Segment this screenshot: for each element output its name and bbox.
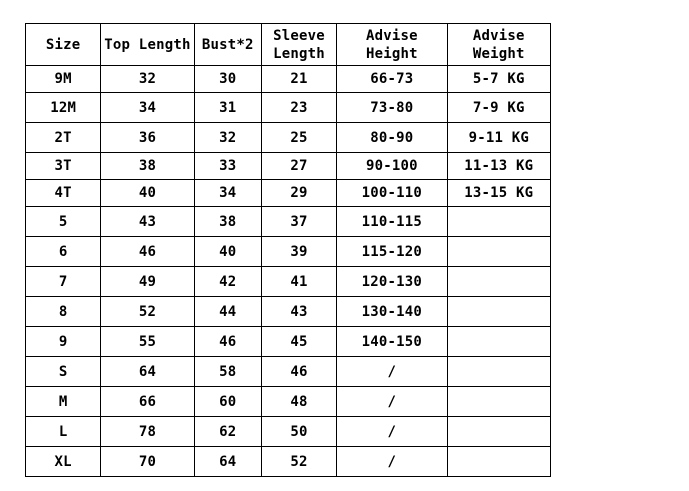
cell-top-length: 46 bbox=[101, 237, 194, 267]
cell-bust: 42 bbox=[194, 267, 261, 297]
cell-size: XL bbox=[26, 447, 101, 477]
header-weight-line2: Weight bbox=[472, 45, 525, 62]
cell-bust: 46 bbox=[194, 327, 261, 357]
cell-sleeve: 29 bbox=[261, 180, 336, 207]
header-sleeve-length bbox=[261, 24, 336, 66]
cell-height: 110-115 bbox=[337, 207, 447, 237]
cell-size: 3T bbox=[26, 153, 101, 180]
cell-size: 9 bbox=[26, 327, 101, 357]
table-row bbox=[26, 207, 551, 237]
cell-sleeve: 45 bbox=[261, 327, 336, 357]
cell-sleeve: 41 bbox=[261, 267, 336, 297]
cell-weight bbox=[447, 207, 550, 237]
cell-weight: 7-9 KG bbox=[447, 93, 550, 123]
cell-height: 120-130 bbox=[337, 267, 447, 297]
cell-height: / bbox=[337, 417, 447, 447]
cell-top-length: 38 bbox=[101, 153, 194, 180]
table-row bbox=[26, 66, 551, 93]
cell-top-length: 36 bbox=[101, 123, 194, 153]
cell-height: 80-90 bbox=[337, 123, 447, 153]
cell-height: 73-80 bbox=[337, 93, 447, 123]
cell-bust: 38 bbox=[194, 207, 261, 237]
cell-height: / bbox=[337, 357, 447, 387]
cell-sleeve: 52 bbox=[261, 447, 336, 477]
header-bust: Bust*2 bbox=[194, 24, 261, 66]
cell-weight bbox=[447, 327, 550, 357]
cell-weight bbox=[447, 387, 550, 417]
cell-size: 4T bbox=[26, 180, 101, 207]
cell-bust: 58 bbox=[194, 357, 261, 387]
cell-top-length: 70 bbox=[101, 447, 194, 477]
cell-bust: 44 bbox=[194, 297, 261, 327]
table-row bbox=[26, 387, 551, 417]
cell-size: 5 bbox=[26, 207, 101, 237]
cell-size: 6 bbox=[26, 237, 101, 267]
cell-height: / bbox=[337, 447, 447, 477]
cell-bust: 60 bbox=[194, 387, 261, 417]
cell-bust: 32 bbox=[194, 123, 261, 153]
cell-top-length: 43 bbox=[101, 207, 194, 237]
header-advise-height bbox=[337, 24, 447, 66]
cell-bust: 34 bbox=[194, 180, 261, 207]
header-row bbox=[26, 24, 551, 66]
header-height-line1: Advise bbox=[365, 27, 418, 44]
cell-top-length: 40 bbox=[101, 180, 194, 207]
table-row bbox=[26, 447, 551, 477]
header-sleeve-line2: Length bbox=[273, 45, 325, 62]
header-advise-weight bbox=[447, 24, 550, 66]
table-row bbox=[26, 237, 551, 267]
cell-sleeve: 27 bbox=[261, 153, 336, 180]
cell-top-length: 52 bbox=[101, 297, 194, 327]
cell-top-length: 78 bbox=[101, 417, 194, 447]
cell-height: 100-110 bbox=[337, 180, 447, 207]
cell-weight bbox=[447, 417, 550, 447]
cell-top-length: 66 bbox=[101, 387, 194, 417]
cell-top-length: 34 bbox=[101, 93, 194, 123]
header-top-length: Top Length bbox=[101, 24, 194, 66]
cell-bust: 31 bbox=[194, 93, 261, 123]
table-row bbox=[26, 327, 551, 357]
header-sleeve-line1: Sleeve bbox=[273, 27, 325, 44]
cell-size: 7 bbox=[26, 267, 101, 297]
cell-sleeve: 37 bbox=[261, 207, 336, 237]
cell-sleeve: 23 bbox=[261, 93, 336, 123]
cell-bust: 40 bbox=[194, 237, 261, 267]
cell-weight: 9-11 KG bbox=[447, 123, 550, 153]
cell-sleeve: 25 bbox=[261, 123, 336, 153]
cell-weight bbox=[447, 297, 550, 327]
cell-size: S bbox=[26, 357, 101, 387]
size-chart-table bbox=[25, 23, 551, 477]
cell-top-length: 55 bbox=[101, 327, 194, 357]
table-row bbox=[26, 297, 551, 327]
cell-height: 66-73 bbox=[337, 66, 447, 93]
cell-sleeve: 21 bbox=[261, 66, 336, 93]
table-row bbox=[26, 180, 551, 207]
cell-sleeve: 43 bbox=[261, 297, 336, 327]
cell-size: L bbox=[26, 417, 101, 447]
table-row bbox=[26, 357, 551, 387]
cell-height: 115-120 bbox=[337, 237, 447, 267]
cell-bust: 30 bbox=[194, 66, 261, 93]
cell-height: 130-140 bbox=[337, 297, 447, 327]
cell-height: 90-100 bbox=[337, 153, 447, 180]
cell-bust: 62 bbox=[194, 417, 261, 447]
cell-top-length: 32 bbox=[101, 66, 194, 93]
cell-weight bbox=[447, 357, 550, 387]
cell-size: 9M bbox=[26, 66, 101, 93]
cell-weight: 13-15 KG bbox=[447, 180, 550, 207]
header-weight-line1: Advise bbox=[472, 27, 525, 44]
cell-size: 2T bbox=[26, 123, 101, 153]
cell-sleeve: 50 bbox=[261, 417, 336, 447]
cell-height: 140-150 bbox=[337, 327, 447, 357]
header-size: Size bbox=[26, 24, 101, 66]
cell-size: 12M bbox=[26, 93, 101, 123]
cell-top-length: 49 bbox=[101, 267, 194, 297]
cell-weight: 11-13 KG bbox=[447, 153, 550, 180]
cell-weight bbox=[447, 237, 550, 267]
table-row bbox=[26, 123, 551, 153]
table-row bbox=[26, 93, 551, 123]
cell-sleeve: 48 bbox=[261, 387, 336, 417]
cell-bust: 33 bbox=[194, 153, 261, 180]
table-row bbox=[26, 417, 551, 447]
table-row bbox=[26, 267, 551, 297]
cell-top-length: 64 bbox=[101, 357, 194, 387]
cell-sleeve: 46 bbox=[261, 357, 336, 387]
header-height-line2: Height bbox=[365, 45, 418, 62]
cell-size: M bbox=[26, 387, 101, 417]
cell-bust: 64 bbox=[194, 447, 261, 477]
table-row bbox=[26, 153, 551, 180]
cell-weight bbox=[447, 267, 550, 297]
cell-height: / bbox=[337, 387, 447, 417]
cell-sleeve: 39 bbox=[261, 237, 336, 267]
cell-weight bbox=[447, 447, 550, 477]
cell-size: 8 bbox=[26, 297, 101, 327]
cell-weight: 5-7 KG bbox=[447, 66, 550, 93]
